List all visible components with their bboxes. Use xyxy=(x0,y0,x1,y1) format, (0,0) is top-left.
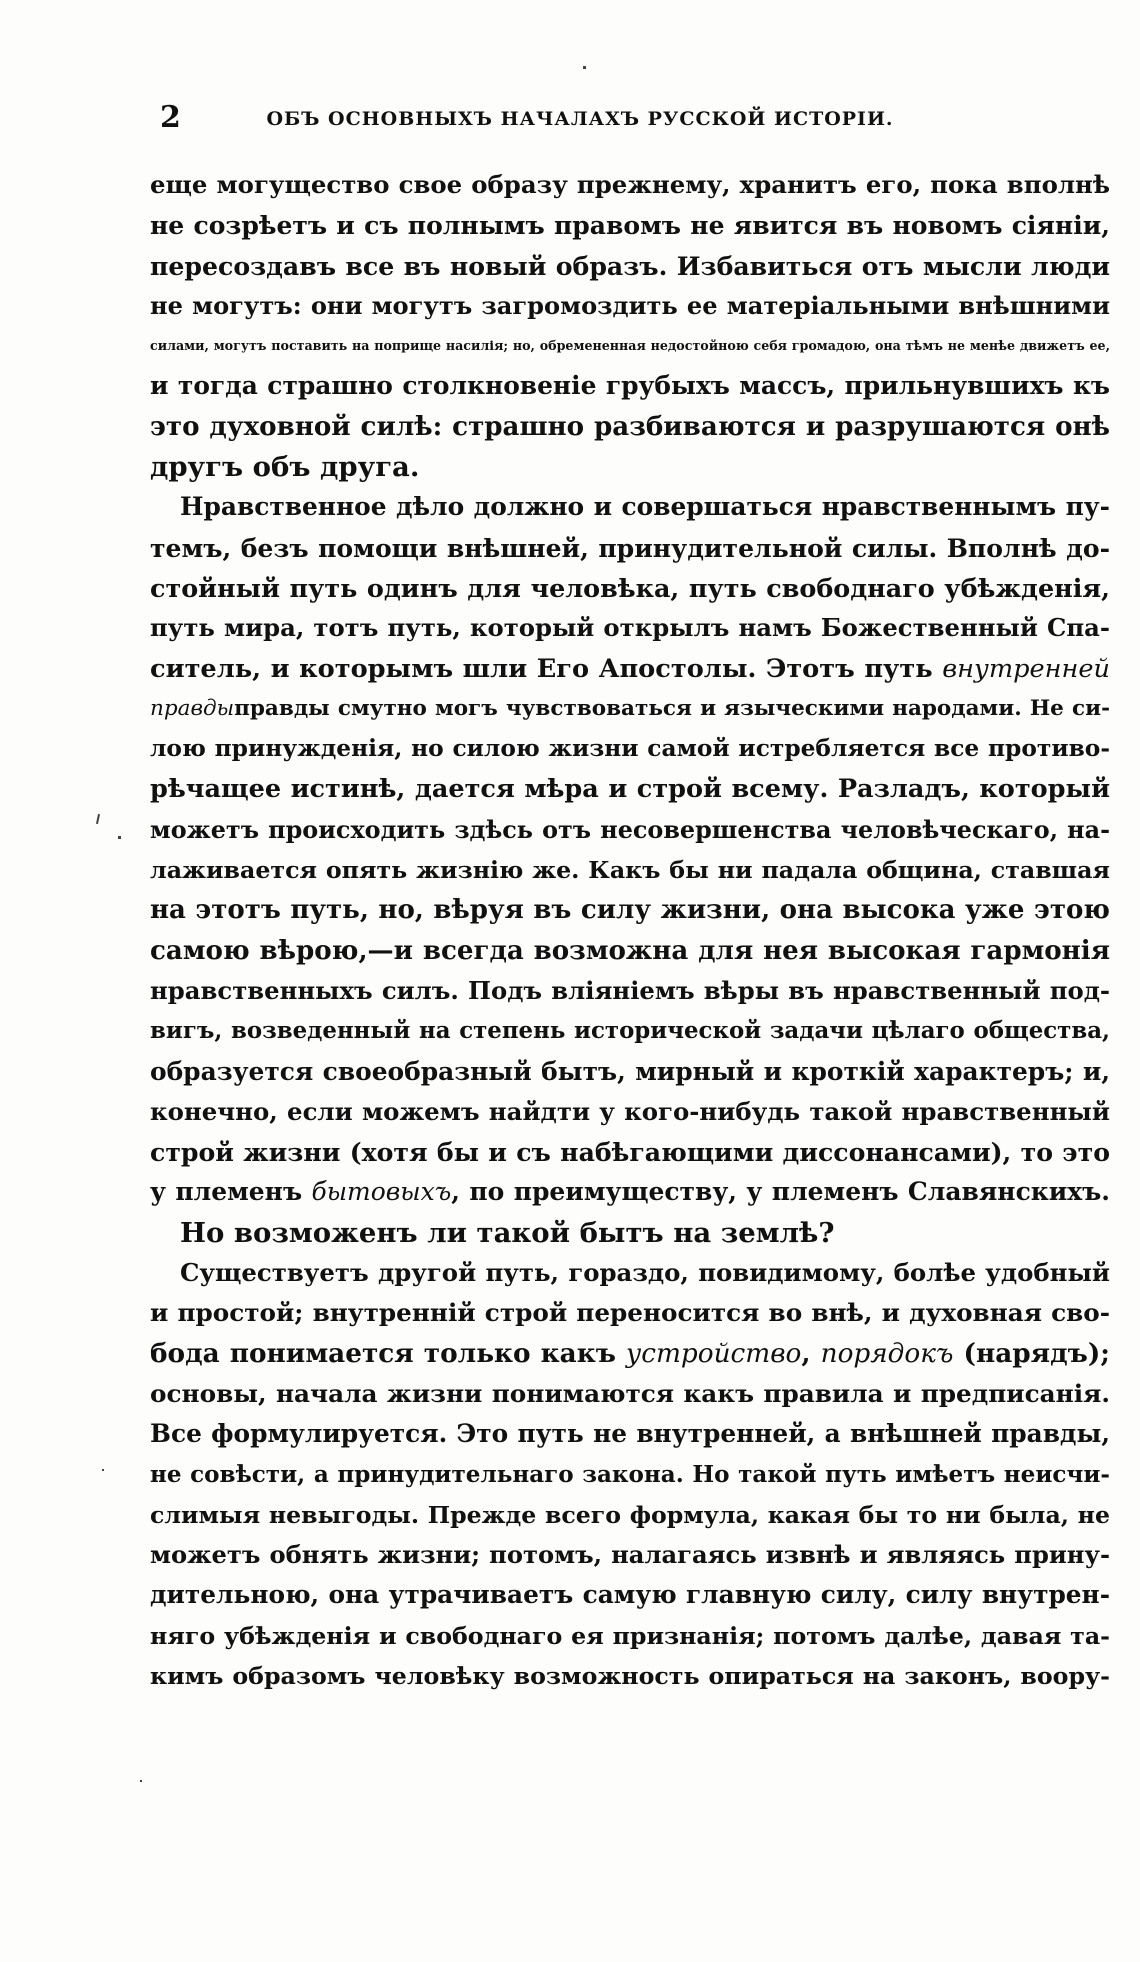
page-header xyxy=(160,100,960,140)
italic-term: устройство xyxy=(625,1338,802,1369)
text-line: конечно, если можемъ найдти у кого-нибудь такой нравственный xyxy=(150,1096,1110,1126)
text-line: еще могущество свое образу прежнему, хранитъ его, пока вполнѣ xyxy=(150,170,1110,199)
text-line xyxy=(150,689,1110,729)
text-line: путь мира, тотъ путь, который открылъ намъ Божественный Спа- xyxy=(150,613,1110,643)
text-line: няго убѣжденія и свободнаго ея признанія; потомъ далѣе, давая та- xyxy=(150,1621,1110,1650)
text-line: самою вѣрою,—и всегда возможна для нея высокая гармонія xyxy=(150,934,1110,966)
print-speck xyxy=(118,836,121,839)
text-line: силами, могутъ поставить на поприще насилія; но, обремененная недостойною себя громадою, она тѣмъ не менѣе движетъ ее, xyxy=(150,338,1110,354)
text-line: другъ объ друга. xyxy=(150,451,420,484)
text-line: Нравственное дѣло должно и совершаться нравственнымъ пу- xyxy=(180,492,1110,522)
text-run: , по преимуществу, у племенъ Славянскихъ. xyxy=(451,1177,1110,1207)
paragraph xyxy=(150,487,1110,1212)
text-line: нравственныхъ силъ. Подъ вліяніемъ вѣры въ нравственный под- xyxy=(150,975,1110,1005)
text-line: темъ, безъ помощи внѣшней, принудительной силы. Вполнѣ до- xyxy=(150,532,1110,563)
text-line: лою принужденія, но силою жизни самой истребляется все противо- xyxy=(150,735,1110,763)
text-line: слимыя невыгоды. Прежде всего формула, какая бы то ни была, не xyxy=(150,1500,1110,1529)
margin-mark xyxy=(96,814,100,824)
text-run: , xyxy=(801,1337,821,1369)
text-line: Но возможенъ ли такой бытъ на землѣ? xyxy=(180,1216,835,1249)
text-line: стойный путь одинъ для человѣка, путь свободнаго убѣжденія, xyxy=(150,572,1110,603)
running-title: ОБЪ ОСНОВНЫХЪ НАЧАЛАХЪ РУССКОЙ ИСТОРІИ. xyxy=(266,108,894,130)
text-line: рѣчащее истинѣ, дается мѣра и строй всему. Разладъ, который xyxy=(150,774,1110,805)
text-run: ситель, и которымъ шли Его Апостолы. Этотъ путь xyxy=(150,653,943,684)
text-line: можетъ обнять жизни; потомъ, налагаясь извнѣ и являясь прину- xyxy=(150,1540,1110,1570)
italic-term: правды xyxy=(150,695,235,721)
text-line: можетъ происходить здѣсь отъ несовершенства человѣческаго, на- xyxy=(150,815,1110,844)
text-line: и простой; внутренній строй переносится во внѣ, и духовная сво- xyxy=(150,1298,1110,1328)
text-line: и тогда страшно столкновеніе грубыхъ массъ, прильнувшихъ къ xyxy=(150,371,1110,401)
text-run: (нарядъ); xyxy=(953,1337,1110,1369)
text-run: бода понимается только какъ xyxy=(150,1337,626,1369)
text-line: дительною, она утрачиваетъ самую главную силу, силу внутрен- xyxy=(150,1580,1110,1610)
text-line: Существуетъ другой путь, гораздо, повидимому, болѣе удобный xyxy=(180,1258,1110,1288)
text-line xyxy=(150,1334,1110,1374)
print-speck xyxy=(583,66,586,69)
text-line: строй жизни (хотя бы и съ набѣгающими диссонансами), то это xyxy=(150,1137,1110,1168)
text-run: у племенъ xyxy=(150,1177,312,1207)
text-line: вигъ, возведенный на степень исторической задачи цѣлаго общества, xyxy=(150,1018,1110,1045)
text-line: кимъ образомъ человѣку возможность опираться на законъ, воору- xyxy=(150,1661,1110,1690)
text-line: не совѣсти, а принудительнаго закона. Но такой путь имѣетъ неисчи- xyxy=(150,1460,1110,1488)
text-run: правды смутно могъ чувствоваться и языческими народами. Не си- xyxy=(234,695,1110,721)
print-speck xyxy=(140,1780,142,1782)
text-line xyxy=(150,1172,1110,1212)
paragraph xyxy=(150,1213,1110,1253)
text-line xyxy=(150,649,1110,689)
text-line: лаживается опять жизнію же. Какъ бы ни падала община, ставшая xyxy=(150,856,1110,885)
text-line: Все формулируется. Это путь не внутренней, а внѣшней правды, xyxy=(150,1419,1110,1449)
text-line: основы, начала жизни понимаются какъ правила и предписанія. xyxy=(150,1378,1110,1408)
text-line: это духовной силѣ: страшно разбиваются и разрушаются онѣ xyxy=(150,410,1110,442)
text-line: не могутъ: они могутъ загромоздить ее матеріальными внѣшними xyxy=(150,290,1110,320)
text-line: на этотъ путь, но, вѣруя въ силу жизни, она высока уже этою xyxy=(150,895,1110,926)
paragraph xyxy=(150,165,1110,487)
paragraph xyxy=(150,1253,1110,1696)
italic-term: порядокъ xyxy=(820,1338,954,1369)
italic-term: бытовыхъ xyxy=(311,1177,452,1207)
text-line: образуется своеобразный бытъ, мирный и кроткій характеръ; и, xyxy=(150,1056,1110,1086)
body-text xyxy=(150,165,1110,1696)
print-speck xyxy=(102,1469,104,1471)
page-number: 2 xyxy=(160,100,181,135)
text-line: пересоздавъ все въ новый образъ. Избавиться отъ мысли люди xyxy=(150,250,1110,281)
text-line: не созрѣетъ и съ полнымъ правомъ не явится въ новомъ сіяніи, xyxy=(150,210,1110,241)
italic-term: внутренней xyxy=(942,653,1110,684)
